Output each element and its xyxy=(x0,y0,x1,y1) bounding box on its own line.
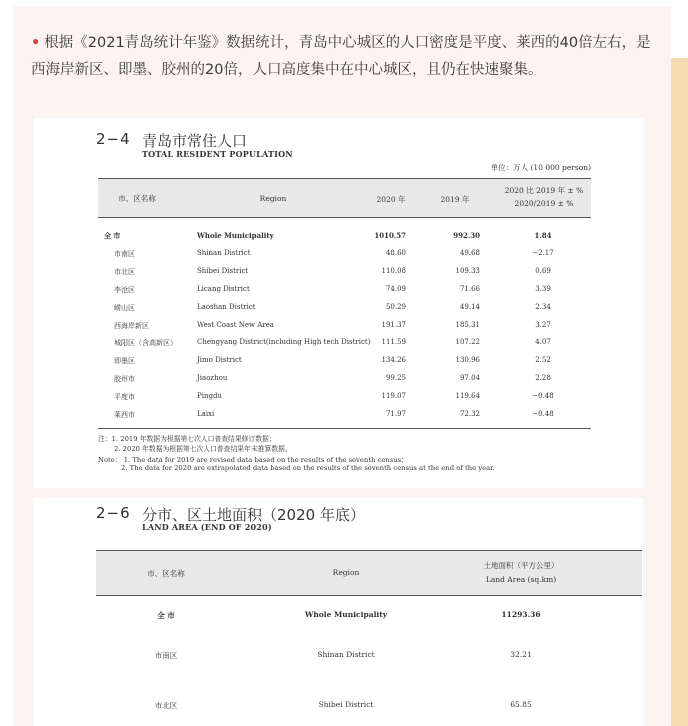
side-decoration-strip xyxy=(671,58,688,726)
header-change-2: 2020/2019 ± % xyxy=(514,199,574,208)
table1-subtitle: TOTAL RESIDENT POPULATION xyxy=(142,149,293,159)
header-name: 市、区名称 xyxy=(118,194,156,203)
note-en-1: Note： 1. The data for 2019 are revised data based on the results of the seventh census； xyxy=(98,456,408,464)
table-row xyxy=(98,318,591,336)
cell-name: 全 市 xyxy=(157,611,175,620)
cell-change: 3.39 xyxy=(535,284,551,293)
cell-2019: 109.33 xyxy=(455,266,480,275)
cell-name: 平度市 xyxy=(114,393,135,402)
cell-region: Pingdu xyxy=(197,392,222,401)
cell-2019: 130.96 xyxy=(455,356,480,365)
cell-change: 0.69 xyxy=(535,266,551,275)
cell-2020: 134.26 xyxy=(381,356,406,365)
cell-region: Licang District xyxy=(197,284,250,293)
cell-change: −0.48 xyxy=(532,392,554,401)
table2-number: 2−6 xyxy=(96,504,131,522)
cell-name: 崂山区 xyxy=(114,303,135,312)
cell-2019: 49.14 xyxy=(459,302,480,311)
table-row xyxy=(98,300,591,318)
table-row xyxy=(98,246,591,264)
cell-region: Shibei District xyxy=(318,700,374,709)
table1-unit: 单位：万人 (10 000 person) xyxy=(490,163,591,172)
cell-2019: 97.04 xyxy=(459,374,480,383)
table-row xyxy=(98,353,591,371)
cell-region: Shibei District xyxy=(197,266,249,275)
table2-body xyxy=(96,610,642,726)
table-row xyxy=(96,650,642,666)
cell-area: 32.21 xyxy=(510,650,532,659)
note-en-2: 2. The data for 2020 are extrapolated data based on the results of the seventh census at the end of the year. xyxy=(121,464,495,472)
cell-name: 李沧区 xyxy=(114,285,135,294)
table2-subtitle: LAND AREA (END OF 2020) xyxy=(142,522,272,532)
header2-area-2: Land Area (sq.km) xyxy=(485,575,557,584)
cell-2020: 110.08 xyxy=(381,266,406,275)
cell-name: 西海岸新区 xyxy=(114,321,149,330)
table-row xyxy=(96,700,642,716)
cell-2019: 49.68 xyxy=(459,248,480,257)
cell-region: Chengyang District(including High tech District) xyxy=(197,338,371,347)
cell-region: Whole Municipality xyxy=(197,231,274,240)
table-row xyxy=(98,371,591,389)
cell-region: Whole Municipality xyxy=(304,610,388,619)
cell-region: Laoshan District xyxy=(197,302,256,311)
intro-text: 根据《2021青岛统计年鉴》数据统计，青岛中心城区的人口密度是平度、莱西的40倍左右，是西海岸新区、即墨、胶州的20倍，人口高度集中在中心城区，且仍在快速聚集。 xyxy=(31,35,651,78)
cell-name: 胶州市 xyxy=(114,375,135,384)
cell-change: −2.17 xyxy=(532,248,554,257)
cell-2020: 48.60 xyxy=(385,248,406,257)
cell-name: 市南区 xyxy=(114,249,135,258)
header2-name: 市、区名称 xyxy=(147,569,185,578)
table-row xyxy=(98,335,591,353)
cell-2020: 99.25 xyxy=(385,374,406,383)
cell-2019: 992.30 xyxy=(453,231,480,240)
cell-change: −0.48 xyxy=(532,410,554,418)
header2-region: Region xyxy=(332,568,360,577)
table1-header xyxy=(98,178,591,218)
cell-name: 市北区 xyxy=(154,701,178,710)
cell-2019: 185.31 xyxy=(455,320,480,329)
cell-change: 1.84 xyxy=(534,231,552,240)
intro-paragraph xyxy=(31,30,653,84)
header-change-1: 2020 比 2019 年 ± % xyxy=(504,186,584,195)
cell-2019: 71.66 xyxy=(459,284,480,293)
cell-region: Shinan District xyxy=(197,248,251,257)
cell-2019: 72.32 xyxy=(459,410,480,418)
table2-header xyxy=(96,550,642,596)
cell-region: Jimo District xyxy=(197,356,242,365)
table1-bottom-rule xyxy=(98,428,591,429)
header-2019: 2019 年 xyxy=(440,195,470,204)
cell-change: 2.34 xyxy=(535,302,551,311)
cell-change: 3.27 xyxy=(535,320,551,329)
table-row xyxy=(98,407,591,425)
population-table-card xyxy=(34,118,643,488)
cell-2020: 191.37 xyxy=(381,320,406,329)
cell-2020: 1010.57 xyxy=(374,231,406,240)
cell-name: 市南区 xyxy=(154,651,178,660)
cell-2020: 111.59 xyxy=(381,338,406,347)
cell-name: 即墨区 xyxy=(114,357,135,366)
table-row xyxy=(98,264,591,282)
note-cn-2: 2. 2020 年数据为根据第七次人口普查结果年末推算数据。 xyxy=(114,445,292,453)
cell-2019: 119.64 xyxy=(455,392,480,401)
cell-change: 2.28 xyxy=(535,374,551,383)
table1-body xyxy=(98,228,591,428)
table-row xyxy=(98,282,591,300)
table-row xyxy=(98,389,591,407)
cell-area: 65.85 xyxy=(510,700,532,709)
cell-name: 全 市 xyxy=(104,231,121,240)
cell-name: 莱西市 xyxy=(114,411,135,419)
header-region: Region xyxy=(259,194,287,203)
table1-number: 2−4 xyxy=(96,130,131,148)
header2-area-1: 土地面积（平方公里） xyxy=(483,561,559,570)
cell-region: Laixi xyxy=(197,410,215,418)
cell-2020: 74.09 xyxy=(385,284,406,293)
cell-name: 市北区 xyxy=(114,267,135,276)
cell-change: 4.07 xyxy=(535,338,551,347)
cell-2020: 71.97 xyxy=(385,410,406,418)
table2-title: 分市、区土地面积（2020 年底） xyxy=(142,506,365,524)
cell-2020: 119.07 xyxy=(381,392,406,401)
land-area-table-card xyxy=(34,498,643,726)
cell-2020: 50.29 xyxy=(385,302,406,311)
cell-change: 2.52 xyxy=(535,356,551,365)
cell-name: 城阳区（含高新区） xyxy=(114,339,177,348)
note-cn-1: 注：1. 2019 年数据为根据第七次人口普查结果修订数据； xyxy=(98,435,276,443)
header-2020: 2020 年 xyxy=(376,195,406,204)
cell-area: 11293.36 xyxy=(501,610,541,619)
cell-region: Shinan District xyxy=(317,650,375,659)
table1-title: 青岛市常住人口 xyxy=(142,132,248,150)
bullet-icon: • xyxy=(31,35,41,51)
table-row xyxy=(98,228,591,246)
table-row xyxy=(96,610,642,626)
cell-2019: 107.22 xyxy=(455,338,480,347)
cell-region: West Coast New Area xyxy=(197,320,274,329)
cell-region: Jiaozhou xyxy=(197,374,228,383)
